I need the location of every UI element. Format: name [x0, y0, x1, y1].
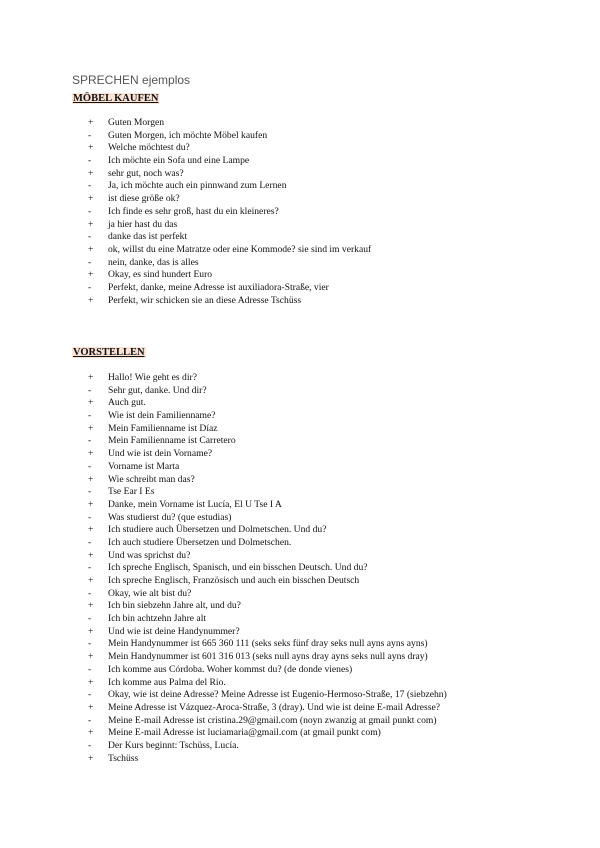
- speaker-marker: -: [88, 129, 92, 141]
- dialog-text: Okay, wie ist deine Adresse? Meine Adresse ist Eugenio-Hermoso-Straße, 17 (siebzehn): [108, 689, 447, 701]
- speaker-marker: -: [88, 613, 92, 625]
- dialog-line: [88, 626, 447, 639]
- speaker-marker: +: [88, 575, 94, 586]
- dialog-text: Ich spreche Englisch, Französisch und auch ein bisschen Deutsch: [108, 575, 360, 586]
- dialog-line: [88, 486, 447, 499]
- dialog-line: [88, 512, 447, 525]
- dialog-line: [88, 677, 447, 690]
- dialog-text: Ich möchte ein Sofa und eine Lampe: [108, 155, 250, 167]
- dialog-text: Der Kurs beginnt: Tschüss, Lucía.: [108, 739, 239, 751]
- dialog-line: [88, 575, 447, 588]
- speaker-marker: -: [88, 714, 92, 726]
- dialog-text: Ja, ich möchte auch ein pinnwand zum Lernen: [108, 180, 287, 192]
- dialog-text: Ich studiere auch Übersetzen und Dolmetschen. Und du?: [108, 524, 327, 536]
- dialog-text: Auch gut.: [108, 397, 146, 409]
- dialog-list-moebel-kaufen: [88, 117, 371, 307]
- dialog-line: [88, 244, 371, 257]
- dialog-text: Perfekt, danke, meine Adresse ist auxiliadora-Straße, vier: [108, 281, 329, 293]
- dialog-line: [88, 715, 447, 728]
- speaker-marker: -: [88, 511, 92, 523]
- dialog-text: Meine E-mail Adresse ist cristina.29@gmail.com (noyn zwanzig at gmail punkt com): [108, 714, 437, 726]
- dialog-line: [88, 727, 447, 740]
- dialog-text: Wie schreibt man das?: [108, 473, 195, 485]
- dialog-line: [88, 550, 447, 563]
- speaker-marker: -: [88, 460, 92, 472]
- dialog-text: Perfekt, wir schicken sie an diese Adresse Tschüss: [108, 294, 302, 306]
- speaker-marker: -: [88, 155, 92, 167]
- speaker-marker: -: [88, 231, 92, 243]
- dialog-line: [88, 142, 371, 155]
- speaker-marker: +: [88, 448, 94, 460]
- dialog-line: [88, 130, 371, 143]
- dialog-text: Danke, mein Vorname ist Lucía, El U Tse I A: [108, 498, 282, 510]
- dialog-text: Wie ist dein Familienname?: [108, 410, 216, 422]
- dialog-line: [88, 295, 371, 308]
- dialog-text: Mein Familienname ist Díaz: [108, 422, 218, 434]
- speaker-marker: -: [88, 536, 92, 548]
- dialog-text: ok, willst du eine Matratze oder eine Kommode? sie sind im verkauf: [108, 243, 372, 255]
- speaker-marker: +: [88, 701, 94, 713]
- dialog-line: [88, 372, 447, 385]
- dialog-line: [88, 753, 447, 766]
- speaker-marker: -: [88, 180, 92, 192]
- dialog-line: [88, 180, 371, 193]
- dialog-text: Guten Morgen: [108, 117, 165, 128]
- dialog-line: [88, 651, 447, 664]
- dialog-text: Hallo! Wie geht es dir?: [108, 372, 197, 383]
- speaker-marker: +: [88, 625, 94, 637]
- dialog-text: Mein Familienname ist Carretero: [108, 435, 236, 447]
- speaker-marker: +: [88, 269, 94, 281]
- dialog-line: [88, 269, 371, 282]
- dialog-text: nein, danke, das is alles: [108, 256, 199, 268]
- speaker-marker: +: [88, 549, 94, 561]
- speaker-marker: +: [88, 473, 94, 485]
- dialog-text: Meine Adresse ist Vázquez-Aroca-Straße, 3 (dray). Und wie ist deine E-mail Adresse?: [108, 701, 441, 713]
- speaker-marker: -: [88, 205, 92, 217]
- dialog-line: [88, 562, 447, 575]
- dialog-text: Ich auch studiere Übersetzen und Dolmetschen.: [108, 536, 292, 548]
- dialog-text: Ich spreche Englisch, Spanisch, und ein bisschen Deutsch. Und du?: [108, 562, 368, 574]
- dialog-text: Okay, wie alt bist du?: [108, 587, 192, 599]
- dialog-text: Ich bin achtzehn Jahre alt: [108, 613, 207, 625]
- dialog-line: [88, 474, 447, 487]
- speaker-marker: +: [88, 524, 94, 536]
- dialog-line: [88, 117, 371, 130]
- dialog-text: Guten Morgen, ich möchte Möbel kaufen: [108, 129, 268, 141]
- dialog-text: Vorname ist Marta: [108, 460, 180, 472]
- speaker-marker: +: [88, 422, 94, 434]
- speaker-marker: -: [88, 486, 92, 498]
- speaker-marker: -: [88, 689, 92, 701]
- speaker-marker: +: [88, 397, 94, 409]
- dialog-line: [88, 588, 447, 601]
- dialog-line: [88, 257, 371, 270]
- speaker-marker: -: [88, 410, 92, 422]
- dialog-line: [88, 740, 447, 753]
- dialog-line: [88, 600, 447, 613]
- speaker-marker: +: [88, 600, 94, 612]
- dialog-line: [88, 499, 447, 512]
- speaker-marker: +: [88, 167, 94, 179]
- dialog-text: danke das ist perfekt: [108, 231, 188, 243]
- dialog-text: Was studierst du? (que estudias): [108, 511, 232, 523]
- dialog-line: [88, 537, 447, 550]
- dialog-line: [88, 193, 371, 206]
- dialog-line: [88, 168, 371, 181]
- dialog-line: [88, 410, 447, 423]
- speaker-marker: -: [88, 587, 92, 599]
- section-heading-vorstellen: VORSTELLEN: [73, 347, 145, 358]
- dialog-text: Ich komme aus Palma del Río.: [108, 676, 226, 688]
- section-heading-moebel-kaufen: MÖBEL KAUFEN: [73, 93, 159, 104]
- dialog-text: ist diese größe ok?: [108, 193, 180, 205]
- dialog-line: [88, 435, 447, 448]
- speaker-marker: -: [88, 256, 92, 268]
- dialog-line: [88, 231, 371, 244]
- dialog-text: sehr gut, noch was?: [108, 167, 184, 179]
- dialog-line: [88, 282, 371, 295]
- dialog-text: Welche möchtest du?: [108, 142, 190, 154]
- dialog-line: [88, 397, 447, 410]
- dialog-line: [88, 423, 447, 436]
- speaker-marker: -: [88, 281, 92, 293]
- dialog-line: [88, 613, 447, 626]
- speaker-marker: +: [88, 372, 94, 383]
- dialog-text: Ich bin siebzehn Jahre alt, und du?: [108, 600, 241, 612]
- document-title: SPRECHEN ejemplos: [72, 73, 191, 87]
- dialog-line: [88, 206, 371, 219]
- dialog-line: [88, 448, 447, 461]
- dialog-text: Ich komme aus Córdoba. Woher kommst du? (de donde vienes): [108, 663, 353, 675]
- dialog-text: Meine E-mail Adresse ist luciamaria@gmail.com (at gmail punkt com): [108, 727, 381, 739]
- speaker-marker: +: [88, 676, 94, 688]
- speaker-marker: +: [88, 752, 94, 764]
- dialog-text: Und wie ist dein Vorname?: [108, 448, 213, 460]
- dialog-text: Mein Handynummer ist 601 316 013 (seks null ayns dray ayns seks null ayns dray): [108, 651, 428, 663]
- speaker-marker: -: [88, 435, 92, 447]
- speaker-marker: +: [88, 498, 94, 510]
- dialog-text: Sehr gut, danke. Und dir?: [108, 384, 207, 396]
- speaker-marker: -: [88, 638, 92, 650]
- dialog-text: Okay, es sind hundert Euro: [108, 269, 213, 281]
- speaker-marker: +: [88, 142, 94, 154]
- speaker-marker: +: [88, 117, 94, 128]
- speaker-marker: +: [88, 243, 94, 255]
- speaker-marker: +: [88, 218, 94, 230]
- speaker-marker: +: [88, 727, 94, 739]
- dialog-line: [88, 638, 447, 651]
- dialog-line: [88, 219, 371, 232]
- dialog-text: Und wie ist deine Handynummer?: [108, 625, 240, 637]
- dialog-text: ja hier hast du das: [108, 218, 178, 230]
- speaker-marker: +: [88, 193, 94, 205]
- speaker-marker: -: [88, 663, 92, 675]
- dialog-line: [88, 155, 371, 168]
- speaker-marker: +: [88, 294, 94, 306]
- dialog-line: [88, 461, 447, 474]
- dialog-line: [88, 385, 447, 398]
- dialog-line: [88, 702, 447, 715]
- speaker-marker: -: [88, 384, 92, 396]
- dialog-line: [88, 524, 447, 537]
- dialog-text: Tschüss: [108, 752, 139, 764]
- dialog-line: [88, 689, 447, 702]
- speaker-marker: -: [88, 739, 92, 751]
- dialog-text: Ich finde es sehr groß, hast du ein kleineres?: [108, 205, 279, 217]
- dialog-text: Und was sprichst du?: [108, 549, 191, 561]
- speaker-marker: +: [88, 651, 94, 663]
- dialog-text: Tse Ear I Es: [108, 486, 155, 498]
- speaker-marker: -: [88, 562, 92, 574]
- dialog-text: Mein Handynummer ist 665 360 111 (seks seks fünf dray seks null ayns ayns ayns): [108, 638, 428, 650]
- dialog-line: [88, 664, 447, 677]
- dialog-list-vorstellen: [88, 372, 447, 765]
